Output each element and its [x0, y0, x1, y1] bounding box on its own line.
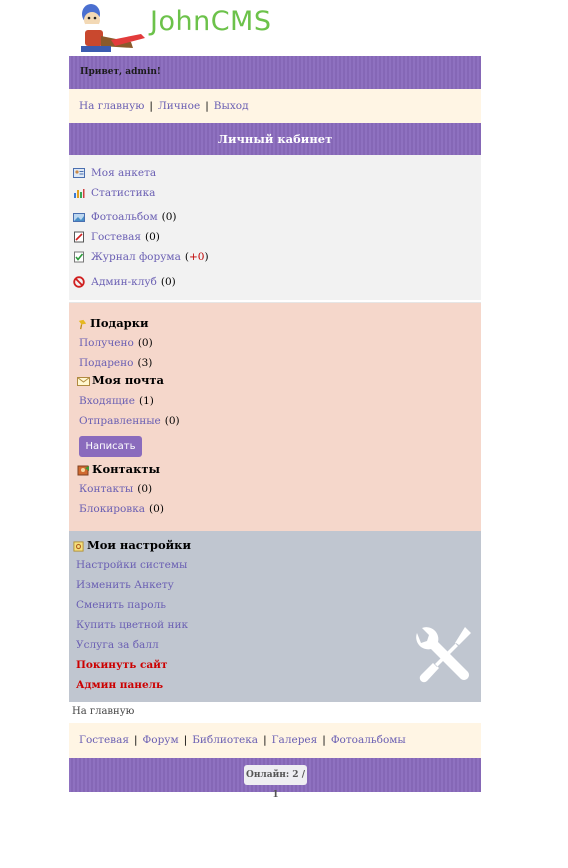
settings-buy-nick-link[interactable]: Купить цветной ник [76, 619, 189, 631]
nav-personal-link[interactable]: Личное [157, 100, 201, 112]
mail-sent-link[interactable]: Отправленные [79, 415, 161, 427]
settings-change-password-row[interactable] [76, 597, 166, 613]
menu-item-admin-club[interactable] [73, 274, 176, 290]
menu-item-forum-journal[interactable] [73, 249, 209, 265]
gifts-mail-contacts-panel [69, 302, 481, 531]
write-message-button[interactable]: Написать [79, 436, 142, 457]
nav-home-link[interactable]: На главную [79, 100, 145, 112]
greeting-text: Привет, admin! [80, 67, 161, 77]
mascot-logo-icon[interactable] [71, 2, 149, 54]
settings-service-link[interactable]: Услуга за балл [76, 639, 159, 651]
mail-inbox-count: (1) [139, 395, 154, 407]
gifts-title: Подарки [90, 316, 149, 330]
menu-item-count: (0) [144, 231, 160, 243]
online-counter[interactable]: Онлайн: 2 / 1 [244, 765, 307, 785]
nav-separator: | [183, 734, 188, 746]
settings-edit-profile-row[interactable] [76, 577, 174, 593]
contacts-list-row[interactable] [79, 481, 152, 497]
nav-separator: | [149, 100, 153, 112]
wrench-screwdriver-icon [409, 623, 475, 689]
mail-inbox-row[interactable] [79, 393, 154, 409]
menu-item-label[interactable]: Статистика [91, 187, 156, 199]
mail-title: Моя почта [92, 373, 164, 387]
bottom-home-link[interactable]: На главную [72, 706, 135, 717]
footer-bar [69, 758, 481, 800]
nav-separator: | [205, 100, 209, 112]
count-plus: +0 [188, 251, 205, 263]
gifts-given-count: (3) [137, 357, 153, 369]
gifts-given-link[interactable]: Подарено [79, 357, 134, 369]
nav-separator: | [322, 734, 326, 746]
count-open: ( [184, 251, 189, 263]
settings-service-row[interactable] [76, 637, 159, 653]
mail-inbox-link[interactable]: Входящие [79, 395, 136, 407]
logo-text[interactable]: JohnCMS [150, 6, 272, 37]
settings-heading [73, 538, 191, 552]
menu-item-photoalbum[interactable] [73, 209, 177, 225]
envelope-icon [77, 376, 90, 387]
settings-gear-icon [73, 541, 84, 552]
menu-item-statistics[interactable] [73, 185, 155, 201]
gifts-received-count: (0) [137, 337, 153, 349]
profile-card-icon [73, 167, 85, 179]
count-close: ) [204, 251, 209, 263]
top-navigation [69, 89, 481, 123]
botnav-guestbook-link[interactable]: Гостевая [79, 734, 129, 746]
contacts-link[interactable]: Контакты [79, 483, 134, 495]
mail-sent-count: (0) [164, 415, 180, 427]
menu-item-count [185, 251, 209, 263]
photo-album-icon [73, 211, 85, 223]
checklist-icon [73, 251, 85, 263]
settings-system-row[interactable] [76, 557, 187, 573]
contacts-title: Контакты [92, 462, 161, 476]
gifts-received-row[interactable] [79, 335, 153, 351]
site-header [69, 0, 481, 56]
menu-item-label[interactable]: Админ-клуб [91, 276, 157, 288]
settings-panel [69, 531, 481, 702]
admin-panel-row[interactable] [76, 677, 163, 693]
gifts-given-row[interactable] [79, 355, 152, 371]
contacts-block-row[interactable] [79, 501, 164, 517]
menu-item-label[interactable]: Моя анкета [91, 167, 157, 179]
botnav-gallery-link[interactable]: Галерея [271, 734, 318, 746]
botnav-photoalbums-link[interactable]: Фотоальбомы [330, 734, 406, 746]
settings-title: Мои настройки [87, 538, 192, 552]
settings-buy-nick-row[interactable] [76, 617, 188, 633]
settings-system-link[interactable]: Настройки системы [76, 559, 188, 571]
menu-item-count: (0) [161, 211, 177, 223]
gifts-received-link[interactable]: Получено [79, 337, 134, 349]
nav-logout-link[interactable]: Выход [213, 100, 249, 112]
guestbook-icon [73, 231, 85, 243]
cabinet-title: Личный кабинет [217, 132, 333, 146]
menu-item-profile[interactable] [73, 165, 156, 181]
block-count: (0) [149, 503, 164, 515]
contacts-count: (0) [137, 483, 153, 495]
nav-separator: | [133, 734, 138, 746]
no-entry-icon [73, 276, 85, 288]
botnav-library-link[interactable]: Библиотека [192, 734, 259, 746]
page-container [69, 0, 481, 800]
settings-edit-profile-link[interactable]: Изменить Анкету [76, 579, 174, 591]
menu-item-label[interactable]: Гостевая [91, 231, 141, 243]
menu-item-guestbook[interactable] [73, 229, 160, 245]
block-link[interactable]: Блокировка [79, 503, 146, 515]
menu-item-count: (0) [160, 276, 176, 288]
menu-item-label[interactable]: Фотоальбом [91, 211, 158, 223]
admin-panel-link[interactable]: Админ панель [76, 679, 164, 691]
bottom-navigation [69, 723, 481, 758]
leave-site-row[interactable] [76, 657, 167, 673]
nav-separator: | [263, 734, 267, 746]
cabinet-title-bar [69, 123, 481, 155]
contacts-heading [77, 462, 160, 476]
greeting-bar [69, 56, 481, 89]
bar-chart-icon [73, 187, 85, 199]
mail-sent-row[interactable] [79, 413, 180, 429]
contacts-book-icon [77, 465, 90, 476]
cabinet-menu [69, 155, 481, 300]
settings-change-password-link[interactable]: Сменить пароль [76, 599, 166, 611]
gift-icon [77, 319, 88, 330]
botnav-forum-link[interactable]: Форум [142, 734, 179, 746]
leave-site-link[interactable]: Покинуть сайт [76, 659, 168, 671]
gifts-heading [77, 316, 149, 330]
mail-heading [77, 373, 164, 387]
menu-item-label[interactable]: Журнал форума [91, 251, 181, 263]
